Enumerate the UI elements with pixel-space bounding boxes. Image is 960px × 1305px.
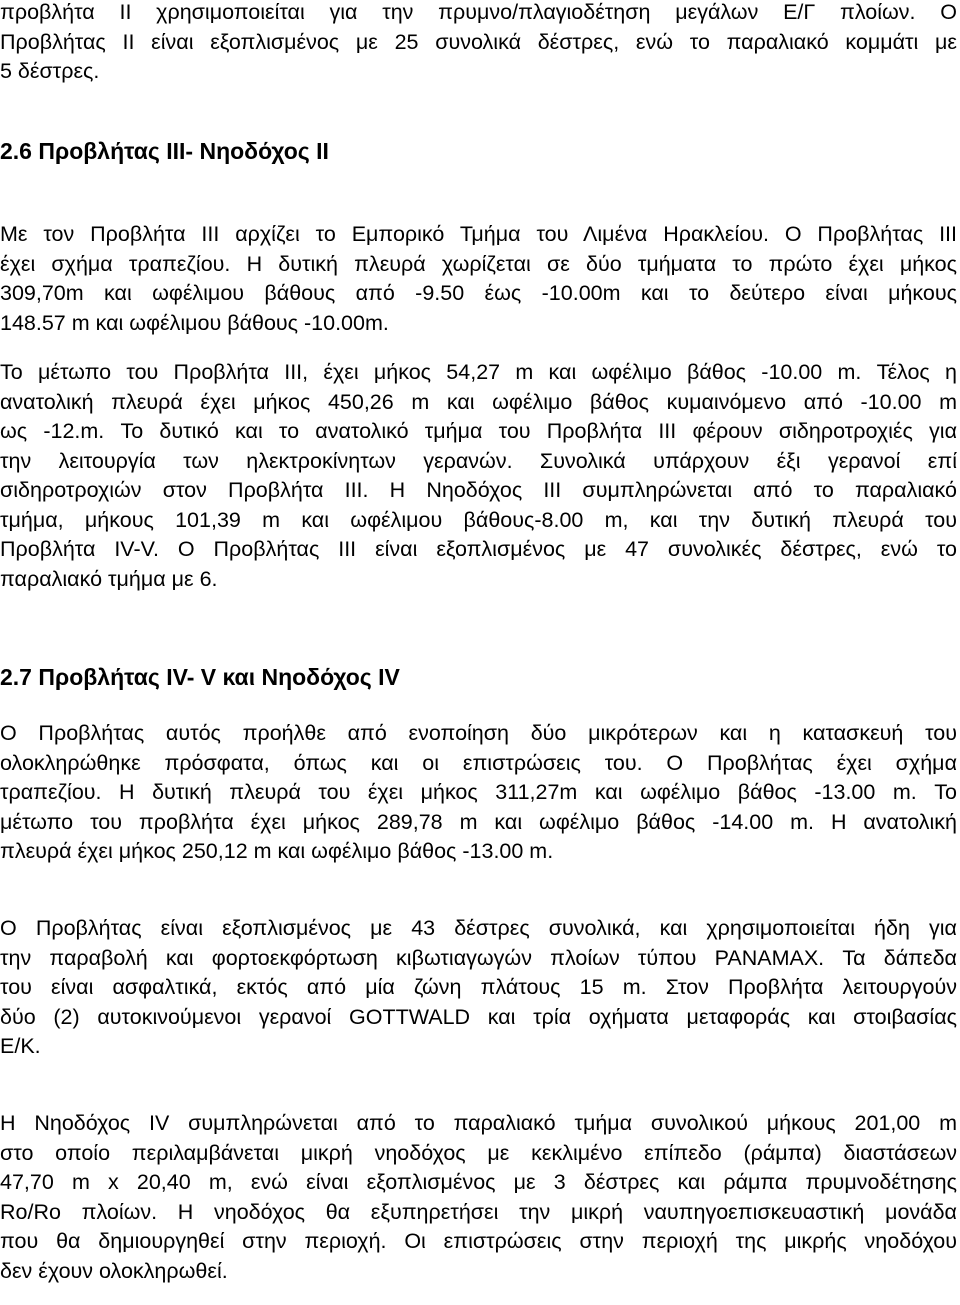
text-line: Ο Προβλήτας είναι εξοπλισμένος με 43 δέστρες συνολικά, και χρησιμοποιείται ήδη για — [0, 916, 957, 940]
text-line: 309,70m και ωφέλιμου βάθους από -9.50 έως -10.00m και το δεύτερο είναι μήκους — [0, 281, 957, 305]
text-line: ολοκληρώθηκε πρόσφατα, όπως και οι επιστρώσεις του. Ο Προβλήτας έχει σχήμα — [0, 750, 957, 775]
text-line: Ο Προβλήτας αυτός προήλθε από ενοποίηση δύο μικρότερων και η κατασκευή του — [0, 721, 957, 745]
text-line: του είναι ασφαλτικά, εκτός από μία ζώνη πλάτους 15 m. Στον Προβλήτα λειτουργούν — [0, 975, 957, 999]
text-line: τμήμα, μήκους 101,39 m και ωφέλιμου βάθους-8.00 m, και την δυτική πλευρά του — [0, 507, 957, 532]
section-heading-2-6: 2.6 Προβλήτας ΙΙΙ- Νηοδόχος ΙΙ — [0, 138, 329, 164]
text-line: σιδηροτροχιών στον Προβλήτα ΙΙΙ. Η Νηοδόχος ΙΙΙ συμπληρώνεται από το παραλιακό — [0, 478, 957, 502]
text-line: που θα δημιουργηθεί στην περιοχή. Οι επιστρώσεις στην περιοχή της μικρής νηοδόχου — [0, 1229, 957, 1253]
section-2-7-paragraph-1 — [0, 719, 957, 867]
section-2-7-paragraph-3 — [0, 1109, 957, 1286]
text-line: 148.57 m και ωφέλιμου βάθους -10.00m. — [0, 310, 389, 335]
text-line: μέτωπο του προβλήτα έχει μήκος 289,78 m και ωφέλιμο βάθος -14.00 m. Η ανατολική — [0, 809, 957, 834]
text-line: την λειτουργία των ηλεκτροκίνητων γερανών. Συνολικά υπάρχουν έξι γερανοί επί — [0, 448, 957, 473]
text-line: 5 δέστρες. — [0, 59, 100, 83]
text-line: έχει σχήμα τραπεζίου. Η δυτική πλευρά χωρίζεται σε δύο τμήματα το πρώτο έχει μήκος — [0, 251, 957, 276]
text-line: την παραβολή και φορτοεκφόρτωση κιβωτιαγωγών πλοίων τύπου PANAMAX. Τα δάπεδα — [0, 945, 957, 970]
section-2-7-paragraph-2 — [0, 914, 957, 1062]
text-line: παραλιακό τμήμα με 6. — [0, 566, 218, 591]
section-heading-2-7: 2.7 Προβλήτας IV- V και Νηοδόχος IV — [0, 664, 400, 690]
text-line: ως -12.m. Το δυτικό και το ανατολικό τμήμα του Προβλήτα ΙΙΙ φέρουν σιδηροτροχιές για — [0, 419, 957, 443]
text-line: Ε/Κ. — [0, 1034, 41, 1058]
text-line: τραπεζίου. Η δυτική πλευρά του έχει μήκος 311,27m και ωφέλιμο βάθος -13.00 m. Το — [0, 780, 957, 804]
text-line: ανατολική πλευρά έχει μήκος 450,26 m και ωφέλιμο βάθος κυμαινόμενο από -10.00 m — [0, 389, 957, 414]
text-line: 47,70 m x 20,40 m, ενώ είναι εξοπλισμένος με 3 δέστρες και ράμπα πρυμνοδέτησης — [0, 1170, 957, 1194]
text-line: Το μέτωπο του Προβλήτα ΙΙΙ, έχει μήκος 54,27 m και ωφέλιμο βάθος -10.00 m. Τέλος η — [0, 360, 957, 384]
text-line: Ro/Ro πλοίων. Η νηοδόχος θα εξυπηρετήσει την μικρή ναυπηγοεπισκευαστική μονάδα — [0, 1199, 957, 1224]
intro-paragraph — [0, 0, 957, 87]
text-line: Με τον Προβλήτα ΙΙΙ αρχίζει το Εμπορικό Τμήμα του Λιμένα Ηρακλείου. Ο Προβλήτας ΙΙΙ — [0, 222, 957, 246]
text-line: πλευρά έχει μήκος 250,12 m και ωφέλιμο βάθος -13.00 m. — [0, 839, 554, 863]
text-line: Προβλήτα IV-V. Ο Προβλήτας ΙΙΙ είναι εξοπλισμένος με 47 συνολικές δέστρες, ενώ το — [0, 537, 957, 561]
text-line: Η Νηοδόχος IV συμπληρώνεται από το παραλιακό τμήμα συνολικού μήκους 201,00 m — [0, 1111, 957, 1135]
section-2-6-paragraph-1 — [0, 220, 957, 338]
text-line: Προβλήτας ΙΙ είναι εξοπλισμένος με 25 συνολικά δέστρες, ενώ το παραλιακό κομμάτι με — [0, 29, 957, 54]
section-2-6-paragraph-2 — [0, 358, 957, 594]
text-line: δεν έχουν ολοκληρωθεί. — [0, 1258, 228, 1283]
text-line: δύο (2) αυτοκινούμενοι γερανοί GOTTWALD και τρία οχήματα μεταφοράς και στοιβασίας — [0, 1004, 957, 1029]
text-line: προβλήτα ΙΙ χρησιμοποιείται για την πρυμνο/πλαγιοδέτηση μεγάλων Ε/Γ πλοίων. Ο — [0, 0, 957, 24]
text-line: στο οποίο περιλαμβάνεται μικρή νηοδόχος με κεκλιμένο επίπεδο (ράμπα) διαστάσεων — [0, 1140, 957, 1165]
